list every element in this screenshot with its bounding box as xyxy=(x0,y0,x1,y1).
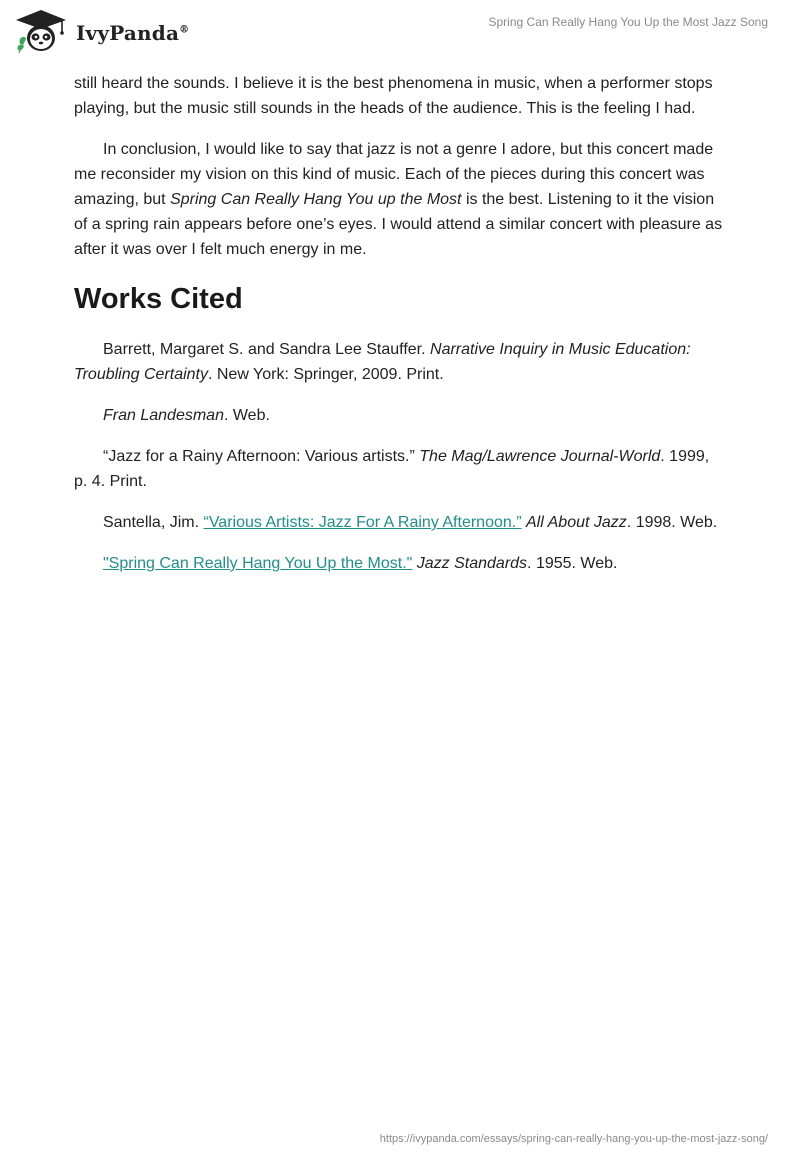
citation-link[interactable]: "Spring Can Really Hang You Up the Most." xyxy=(103,555,413,572)
page-header xyxy=(0,0,800,60)
paragraph-conclusion: In conclusion, I would like to say that jazz is not a genre I adore, but this concert made me reconsider my vision on this kind of music. Each of the pieces during this concert was amazing, but Spring Can Really Hang You up the Most is the best. Listening to it the vision of a spring rain appears before one’s eyes. I would attend a similar concert with pleasure as after it was over I felt much energy in me. xyxy=(74,141,723,258)
ivypanda-logo[interactable] xyxy=(14,8,189,54)
paragraph-continued: still heard the sounds. I believe it is the best phenomena in music, when a performer stops playing, but the music still sounds in the heads of the audience. This is the feeling I had. xyxy=(74,75,713,117)
document-title: Spring Can Really Hang You Up the Most Jazz Song xyxy=(488,15,768,29)
essay-body xyxy=(74,71,726,592)
works-cited-heading: Works Cited xyxy=(74,283,243,315)
citation-item: Santella, Jim. “Various Artists: Jazz For A Rainy Afternoon.” All About Jazz. 1998. Web. xyxy=(103,514,718,531)
registered-mark: ® xyxy=(179,24,190,36)
footer-url: https://ivypanda.com/essays/spring-can-really-hang-you-up-the-most-jazz-song/ xyxy=(379,1133,768,1145)
citation-item: “Jazz for a Rainy Afternoon: Various artists.” The Mag/Lawrence Journal-World. 1999, p. 4. Print. xyxy=(74,448,710,490)
citation-item: Fran Landesman. Web. xyxy=(103,407,270,424)
song-title: Spring Can Really Hang You up the Most xyxy=(170,191,462,208)
citation-item: Barrett, Margaret S. and Sandra Lee Stauffer. Narrative Inquiry in Music Education: Troubling Certainty. New York: Springer, 2009. Print. xyxy=(74,341,691,383)
citation-link[interactable]: “Various Artists: Jazz For A Rainy Afternoon.” xyxy=(203,514,522,531)
panda-graduate-icon xyxy=(14,8,68,54)
brand-name: IvyPanda® xyxy=(76,21,190,45)
citation-item: "Spring Can Really Hang You Up the Most." Jazz Standards. 1955. Web. xyxy=(103,555,618,572)
